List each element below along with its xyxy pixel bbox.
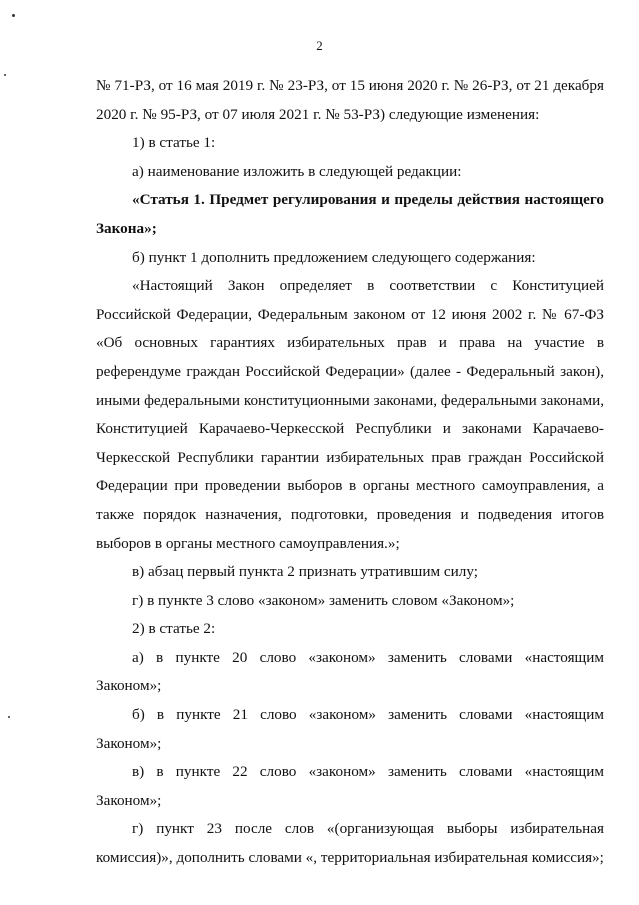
scan-speck — [4, 74, 6, 76]
paragraph-item-b-point-21: б) в пункте 21 слово «законом» заменить словами «настоящим Законом»; — [96, 706, 604, 752]
paragraph-item-b-point-1: б) пункт 1 дополнить предложением следующего содержания: — [132, 248, 536, 266]
paragraph-item-a-title: а) наименование изложить в следующей редакции: — [132, 162, 462, 180]
paragraph-article-1-new-title: «Статья 1. Предмет регулирования и пределы действия настоящего Закона»; — [96, 191, 604, 237]
page-number: 2 — [316, 38, 323, 53]
scan-speck — [12, 14, 15, 17]
paragraph-article-1-heading: 1) в статье 1: — [132, 134, 216, 152]
document-body — [96, 72, 604, 873]
paragraph-item-g-point-23: г) пункт 23 после слов «(организующая выборы избирательная комиссия)», дополнить словами «, территориальная избирательная комиссия»; — [96, 820, 604, 867]
paragraph-item-v-point-2: в) абзац первый пункта 2 признать утратившим силу; — [132, 563, 478, 581]
paragraph-item-v-point-22: в) в пункте 22 слово «законом» заменить словами «настоящим Законом»; — [96, 763, 604, 809]
paragraph-item-a-point-20: а) в пункте 20 слово «законом» заменить словами «настоящим Законом»; — [96, 648, 604, 695]
paragraph-item-g-point-3: г) в пункте 3 слово «законом» заменить словом «Законом»; — [132, 591, 515, 609]
scan-speck — [8, 716, 10, 718]
paragraph-article-2-heading: 2) в статье 2: — [132, 620, 216, 638]
paragraph-law-scope-quote: «Настоящий Закон определяет в соответствии с Конституцией Российской Федерации, Федеральным законом от 12 июня 2002 г. № 67-ФЗ «Об основных гарантиях избирательных прав и права на участие в референдуме граждан Российской Федерации» (далее - Федеральный закон), иными федеральными конституционными законами, федеральными законами, Конституцией Карачаево-Черкесской Республики и законами Карачаево-Черкесской Республики гарантии избирательных прав граждан Российской Федерации при проведении выборов в органы местного самоуправления, а также порядок назначения, подготовки, проведения и подведения итогов выборов в органы местного самоуправления.»; — [96, 277, 604, 552]
paragraph-amendment-list-intro: № 71-РЗ, от 16 мая 2019 г. № 23-РЗ, от 15 июня 2020 г. № 26-РЗ, от 21 декабря 2020 г. № 95-РЗ, от 07 июля 2021 г. № 53-РЗ) следующие изменения: — [96, 77, 604, 123]
